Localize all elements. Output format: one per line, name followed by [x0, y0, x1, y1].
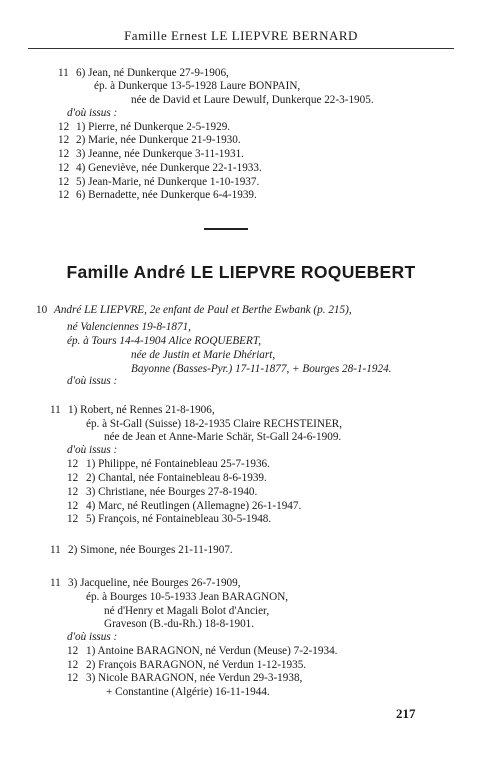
generation-number: 11 [50, 577, 61, 589]
marriage-line: ép. à St-Gall (Suisse) 18-2-1935 Claire RECHSTEINER, [86, 418, 343, 430]
header-rule [28, 48, 454, 49]
child-entry: 5) François, né Fontainebleau 30-5-1948. [86, 513, 272, 525]
child-entry: 1) Pierre, né Dunkerque 2-5-1929. [76, 121, 231, 133]
issus-label: d'où issus : [67, 444, 118, 456]
parents-line: née de Jean et Anne-Marie Schär, St-Gall 24-6-1909. [104, 431, 342, 443]
generation-number: 12 [58, 176, 70, 188]
generation-number: 12 [67, 472, 79, 484]
entry-jacqueline: 3) Jacqueline, née Bourges 26-7-1909, [68, 577, 241, 589]
child-entry: 6) Bernadette, née Dunkerque 6-4-1939. [76, 189, 257, 201]
generation-number: 12 [58, 162, 70, 174]
generation-number: 12 [58, 148, 70, 160]
marriage-line: ép. à Dunkerque 13-5-1928 Laure BONPAIN, [94, 80, 301, 92]
issus-label: d'où issus : [67, 631, 118, 643]
generation-number: 12 [67, 672, 79, 684]
parents-line: née de Justin et Marie Dhériart, [131, 349, 276, 361]
birthplace-line: Graveson (B.-du-Rh.) 18-8-1901. [104, 618, 255, 630]
entry-simone: 2) Simone, née Bourges 21-11-1907. [68, 544, 233, 556]
entry-andre: André LE LIEPVRE, 2e enfant de Paul et Berthe Ewbank (p. 215), [54, 304, 352, 316]
section-separator [204, 228, 248, 230]
page-number: 217 [396, 706, 416, 721]
issus-label: d'où issus : [67, 375, 118, 387]
generation-number: 12 [67, 458, 79, 470]
section-title: Famille André LE LIEPVRE ROQUEBERT [66, 262, 416, 282]
child-entry: 5) Jean-Marie, né Dunkerque 1-10-1937. [76, 176, 260, 188]
child-entry: 4) Geneviève, née Dunkerque 22-1-1933. [76, 162, 262, 174]
death-line: + Constantine (Algérie) 16-11-1944. [106, 686, 270, 698]
child-entry: 1) Philippe, né Fontainebleau 25-7-1936. [86, 458, 270, 470]
parents-line: née de David et Laure Dewulf, Dunkerque 22-3-1905. [131, 94, 374, 106]
birth-line: né Valenciennes 19-8-1871, [67, 321, 191, 333]
marriage-line: ép. à Bourges 10-5-1933 Jean BARAGNON, [86, 591, 289, 603]
generation-number: 12 [58, 121, 70, 133]
generation-number: 11 [58, 67, 69, 79]
generation-number: 12 [67, 486, 79, 498]
child-entry: 2) Marie, née Dunkerque 21-9-1930. [76, 134, 241, 146]
generation-number: 12 [67, 645, 79, 657]
entry-jean: 6) Jean, né Dunkerque 27-9-1906, [76, 67, 229, 79]
generation-number: 11 [50, 404, 61, 416]
entry-robert: 1) Robert, né Rennes 21-8-1906, [68, 404, 215, 416]
marriage-line: ép. à Tours 14-4-1904 Alice ROQUEBERT, [67, 335, 262, 347]
child-entry: 2) Chantal, née Fontainebleau 8-6-1939. [86, 472, 267, 484]
running-head: Famille Ernest LE LIEPVRE BERNARD [124, 28, 358, 43]
generation-number: 11 [50, 544, 61, 556]
generation-number: 12 [58, 134, 70, 146]
generation-number: 12 [67, 513, 79, 525]
child-entry: 4) Marc, né Reutlingen (Allemagne) 26-1-1947. [86, 500, 302, 512]
generation-number: 10 [36, 304, 48, 316]
parents-line: né d'Henry et Magali Bolot d'Ancier, [104, 605, 270, 617]
generation-number: 12 [58, 189, 70, 201]
issus-label: d'où issus : [67, 107, 118, 119]
child-entry: 3) Christiane, née Bourges 27-8-1940. [86, 486, 258, 498]
generation-number: 12 [67, 500, 79, 512]
generation-number: 12 [67, 659, 79, 671]
child-entry: 3) Nicole BARAGNON, née Verdun 29-3-1938, [86, 672, 303, 684]
child-entry: 1) Antoine BARAGNON, né Verdun (Meuse) 7-2-1934. [86, 645, 338, 657]
child-entry: 2) François BARAGNON, né Verdun 1-12-1935. [86, 659, 307, 671]
child-entry: 3) Jeanne, née Dunkerque 3-11-1931. [76, 148, 244, 160]
birthplace-line: Bayonne (Basses-Pyr.) 17-11-1877, + Bourges 28-1-1924. [131, 363, 392, 375]
